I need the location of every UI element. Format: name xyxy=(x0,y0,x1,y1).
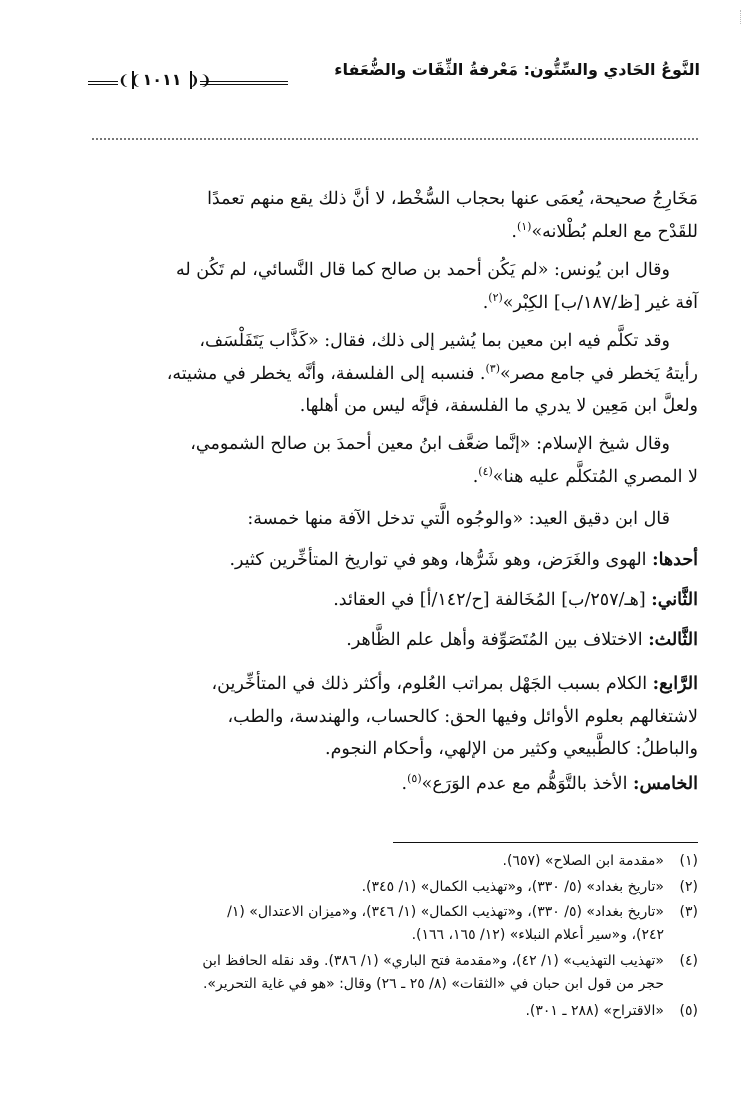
list-item xyxy=(90,668,698,766)
text-run: . xyxy=(482,292,489,313)
text-line xyxy=(90,768,698,801)
text-run: . xyxy=(401,774,408,794)
footnote xyxy=(90,876,698,899)
footnote-number: (٢) xyxy=(679,879,698,895)
text-run: آفة غير [ظ/١٨٧/ب] الكِبْر» xyxy=(502,292,698,313)
page-header xyxy=(88,58,700,98)
text-line xyxy=(90,584,698,617)
text-line xyxy=(90,216,698,249)
list-item xyxy=(90,584,698,617)
footnote xyxy=(90,850,698,873)
text-line xyxy=(90,287,698,320)
footnote-line xyxy=(90,1000,698,1023)
text-line: قال ابن دقيق العيد: «والوجُوه الَّتي تدخل الآفة منها خمسة: xyxy=(247,509,670,529)
footnote-text: «الاقتراح» (٢٨٨ ـ ٣٠١). xyxy=(525,1003,664,1019)
text-run: [هـ/٢٥٧/ب] المُخَالفة [ح/١٤٢/أ] في العقائد. xyxy=(333,590,652,610)
footnote-line xyxy=(90,876,698,899)
paragraph xyxy=(90,428,698,493)
paragraph xyxy=(90,503,698,536)
text-line: وقال شيخ الإسلام: «إنَّما ضعَّف ابنُ معين أحمدَ بن صالح الشمومي، xyxy=(190,434,670,454)
footnote-ref: (٣) xyxy=(485,361,501,375)
footnote xyxy=(90,901,698,947)
list-item xyxy=(90,624,698,657)
corner-mark xyxy=(738,10,741,24)
text-line: والباطلُ: كالطَّبيعي وكثير من الإلهي، وأحكام النجوم. xyxy=(325,739,698,759)
list-item xyxy=(90,544,698,577)
footnote-line: حجر من قول ابن حبان في «الثقات» (٨/ ٢٥ ـ ٢٦) وقال: «هو في غاية التحرير». xyxy=(202,976,664,992)
ornament-left-icon: ❨❨ xyxy=(118,73,142,89)
footnote-number: (٤) xyxy=(679,953,698,969)
text-run: الكلام بسبب الجَهْل بمراتب العُلوم، وأكثر ذلك في المتأخِّرين، xyxy=(211,674,653,694)
text-line: مَخَارِجُ صحيحة، يُعمَى عنها بحجاب السُّخْط، لا أنَّ ذلك يقع منهم تعمدًا xyxy=(207,189,698,209)
footnote-line xyxy=(90,850,698,873)
running-title: النَّوعُ الحَادي والسِّتُّون: مَعْرفةُ الثِّقَات والضُّعَفاء xyxy=(334,60,700,79)
item-lead: الرَّابع: xyxy=(652,674,698,694)
paragraph xyxy=(90,325,698,423)
footnote-ref: (٢) xyxy=(488,290,503,304)
header-rule-right xyxy=(200,81,288,85)
text-line xyxy=(90,358,698,391)
footnote-line: ٢٤٢)، و«سير أعلام النبلاء» (١٢/ ١٦٥، ١٦٦). xyxy=(411,927,664,943)
footnote-number: (١) xyxy=(679,853,698,869)
text-line xyxy=(90,461,698,494)
text-line: ولعلَّ ابن مَعِين لا يدري ما الفلسفة، فإنَّه ليس من أهلها. xyxy=(299,396,698,416)
footnote-rule xyxy=(393,842,698,843)
item-lead: الخامس: xyxy=(633,774,698,794)
text-line xyxy=(90,668,698,701)
header-rule-left xyxy=(88,81,118,85)
footnote-ref: (٤) xyxy=(478,464,493,478)
item-lead: الثَّالث: xyxy=(648,630,698,650)
paragraph xyxy=(90,254,698,319)
text-run: للقَدْح مع العلم بُطْلانه» xyxy=(531,221,698,242)
page-number-box xyxy=(88,70,288,92)
paragraph xyxy=(90,183,698,248)
list-item xyxy=(90,768,698,801)
footnote-ref: (١) xyxy=(516,219,532,233)
footnote-number: (٣) xyxy=(679,904,698,920)
text-line xyxy=(90,624,698,657)
footnote-ref: (٥) xyxy=(407,772,422,786)
text-line: وقال ابن يُونس: «لم يَكُن أحمد بن صالح كما قال النَّسائي، لم تَكُن له xyxy=(175,260,670,280)
footnote xyxy=(90,1000,698,1023)
text-line: وقد تكلَّم فيه ابن معين بما يُشير إلى ذلك، فقال: «كَذَّاب يَتَفَلْسَف، xyxy=(199,331,670,351)
footnote-text: «مقدمة ابن الصلاح» (٦٥٧). xyxy=(502,853,664,869)
footnote-text: «تاريخ بغداد» (٥/ ٣٣٠)، و«تهذيب الكمال» (١/ ٣٤٥). xyxy=(361,879,664,895)
text-run: . فنسبه إلى الفلسفة، وأنَّه يخطر في مشيته، xyxy=(166,363,486,384)
footnote-line xyxy=(90,950,698,973)
text-line: لاشتغالهم بعلوم الأوائل وفيها الحق: كالحساب، والهندسة، والطب، xyxy=(227,706,698,727)
item-lead: الثَّاني: xyxy=(651,590,698,610)
text-run: الأخذ بالتَّوَهُّم مع عدم الوَرَع» xyxy=(421,774,634,794)
footnote-text: «تاريخ بغداد» (٥/ ٣٣٠)، و«تهذيب الكمال» (١/ ٣٤٦)، و«ميزان الاعتدال» (١/ xyxy=(227,904,664,920)
text-run: الاختلاف بين المُتَصَوِّفة وأهل علم الظَّاهر. xyxy=(346,630,649,650)
footnote-line xyxy=(90,901,698,924)
ornament-right-icon: ❩❩ xyxy=(188,73,212,89)
text-run: لا المصري المُتكلَّم عليه هنا» xyxy=(492,466,698,487)
footnote-number: (٥) xyxy=(679,1003,698,1019)
footnote-text: «تهذيب التهذيب» (١/ ٤٢)، و«مقدمة فتح الباري» (١/ ٣٨٦). وقد نقله الحافظ ابن xyxy=(202,953,664,969)
text-run: رأيتهُ يَخطر في جامع مصر» xyxy=(500,363,698,384)
page-number: ١٠١١ xyxy=(132,71,192,89)
text-run: . xyxy=(472,466,479,487)
text-run: الهوى والغَرَض، وهو شَرُّها، وهو في تواريخ المتأخِّرين كثير. xyxy=(229,550,653,570)
footnote xyxy=(90,950,698,996)
text-line xyxy=(90,544,698,577)
item-lead: أحدها: xyxy=(652,550,698,570)
dotted-separator xyxy=(92,138,698,140)
text-run: . xyxy=(511,221,517,242)
